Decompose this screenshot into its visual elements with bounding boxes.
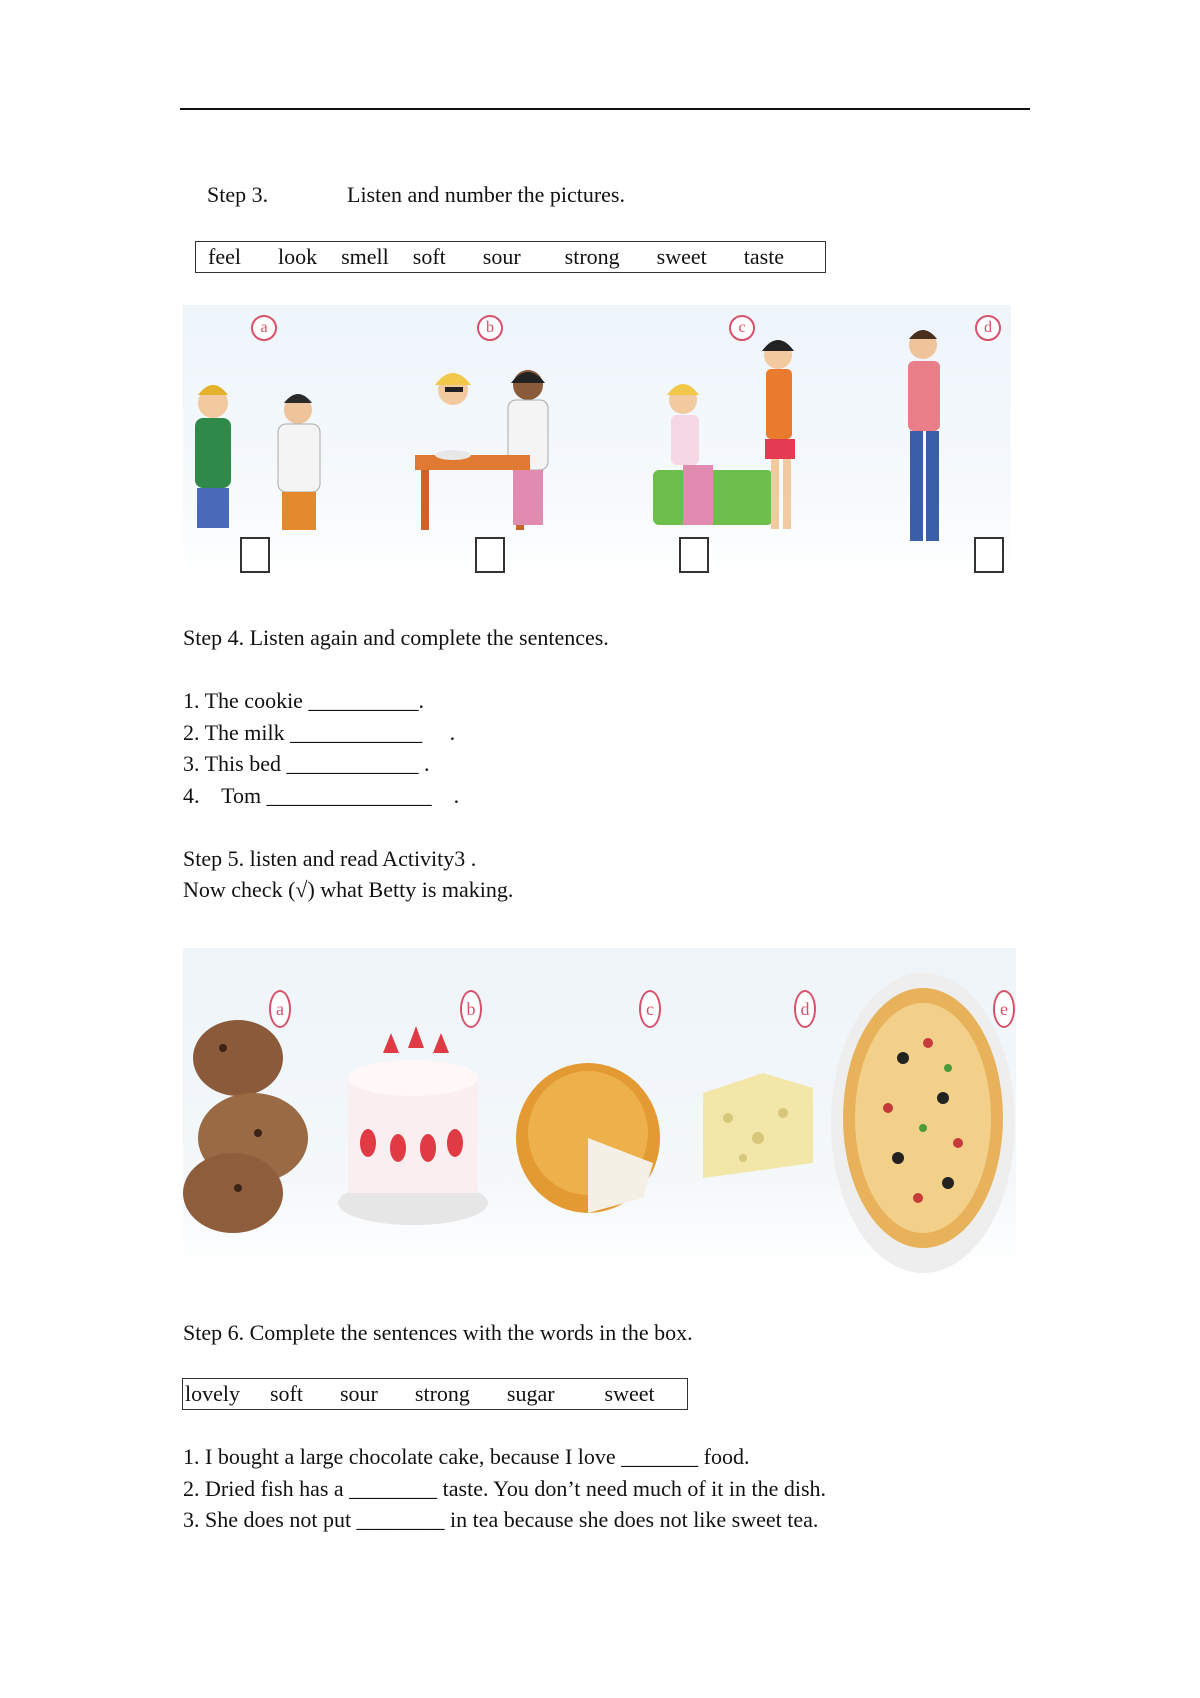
step6-title: Step 6. Complete the sentences with the words in the box. <box>183 1320 693 1345</box>
picture-label: c <box>729 315 755 341</box>
word-box-item: sour <box>482 244 521 269</box>
word-box-item: taste <box>743 244 785 269</box>
scene-c-illustration <box>653 340 795 529</box>
step6-sentence: 3. She does not put ________ in tea because she does not like sweet tea. <box>183 1507 819 1532</box>
step3-pictures-panel <box>183 305 1011 588</box>
step3-title: Step 3. <box>207 182 269 207</box>
picture-label: a <box>269 990 291 1028</box>
answer-box[interactable] <box>974 537 1004 573</box>
step6-sentence: 2. Dried fish has a ________ taste. You don’t need much of it in the dish. <box>183 1476 827 1501</box>
step3-instruction: Listen and number the pictures. <box>347 182 625 207</box>
picture-label: d <box>975 315 1001 341</box>
food-illustration <box>183 948 1016 1275</box>
step5-food-panel <box>183 948 1016 1275</box>
word-box-item: soft <box>270 1381 303 1406</box>
picture-label: c <box>639 990 661 1028</box>
picture-label: a <box>251 315 277 341</box>
step4-sentence: 4. Tom _______________ . <box>183 783 460 808</box>
word-box-item: sour <box>340 1381 378 1406</box>
picture-label: d <box>794 990 816 1028</box>
scene-d-illustration <box>908 330 940 541</box>
word-box-item: strong <box>564 244 620 269</box>
word-box-item: smell <box>341 244 389 269</box>
step4-title: Step 4. Listen again and complete the sentences. <box>183 625 609 650</box>
word-box-item: sweet <box>656 244 707 269</box>
muffins-illustration <box>183 1020 308 1233</box>
scene-b-illustration <box>415 370 548 530</box>
step4-sentence: 3. This bed ____________ . <box>183 751 430 776</box>
step4-sentence: 2. The milk ____________ . <box>183 720 456 745</box>
word-box-item: soft <box>412 244 446 269</box>
strawberry-cake-illustration <box>338 1026 488 1225</box>
word-box-item: lovely <box>185 1381 240 1406</box>
step6-sentence: 1. I bought a large chocolate cake, because I love _______ food. <box>183 1444 750 1469</box>
word-box-item: sugar <box>506 1381 555 1406</box>
picture-label: b <box>460 990 482 1028</box>
answer-box[interactable] <box>475 537 505 573</box>
word-box-item: look <box>277 244 318 269</box>
answer-box[interactable] <box>240 537 270 573</box>
answer-box[interactable] <box>679 537 709 573</box>
word-box-item: feel <box>208 244 241 269</box>
word-box-item: sweet <box>604 1381 655 1406</box>
cheese-illustration <box>703 1073 813 1178</box>
step6-word-box <box>182 1378 688 1410</box>
pie-illustration <box>516 1063 660 1213</box>
picture-label: b <box>477 315 503 341</box>
picture-label: e <box>993 990 1015 1028</box>
step3-word-box <box>195 241 826 273</box>
step4-sentence: 1. The cookie __________. <box>183 688 424 713</box>
word-box-item: strong <box>414 1381 470 1406</box>
step5-instruction: Now check (√) what Betty is making. <box>183 877 514 902</box>
people-illustration <box>183 305 1011 588</box>
pizza-illustration <box>831 973 1015 1273</box>
scene-a-illustration <box>195 385 320 530</box>
step5-title: Step 5. listen and read Activity3 . <box>183 846 477 871</box>
header-rule <box>180 108 1030 110</box>
